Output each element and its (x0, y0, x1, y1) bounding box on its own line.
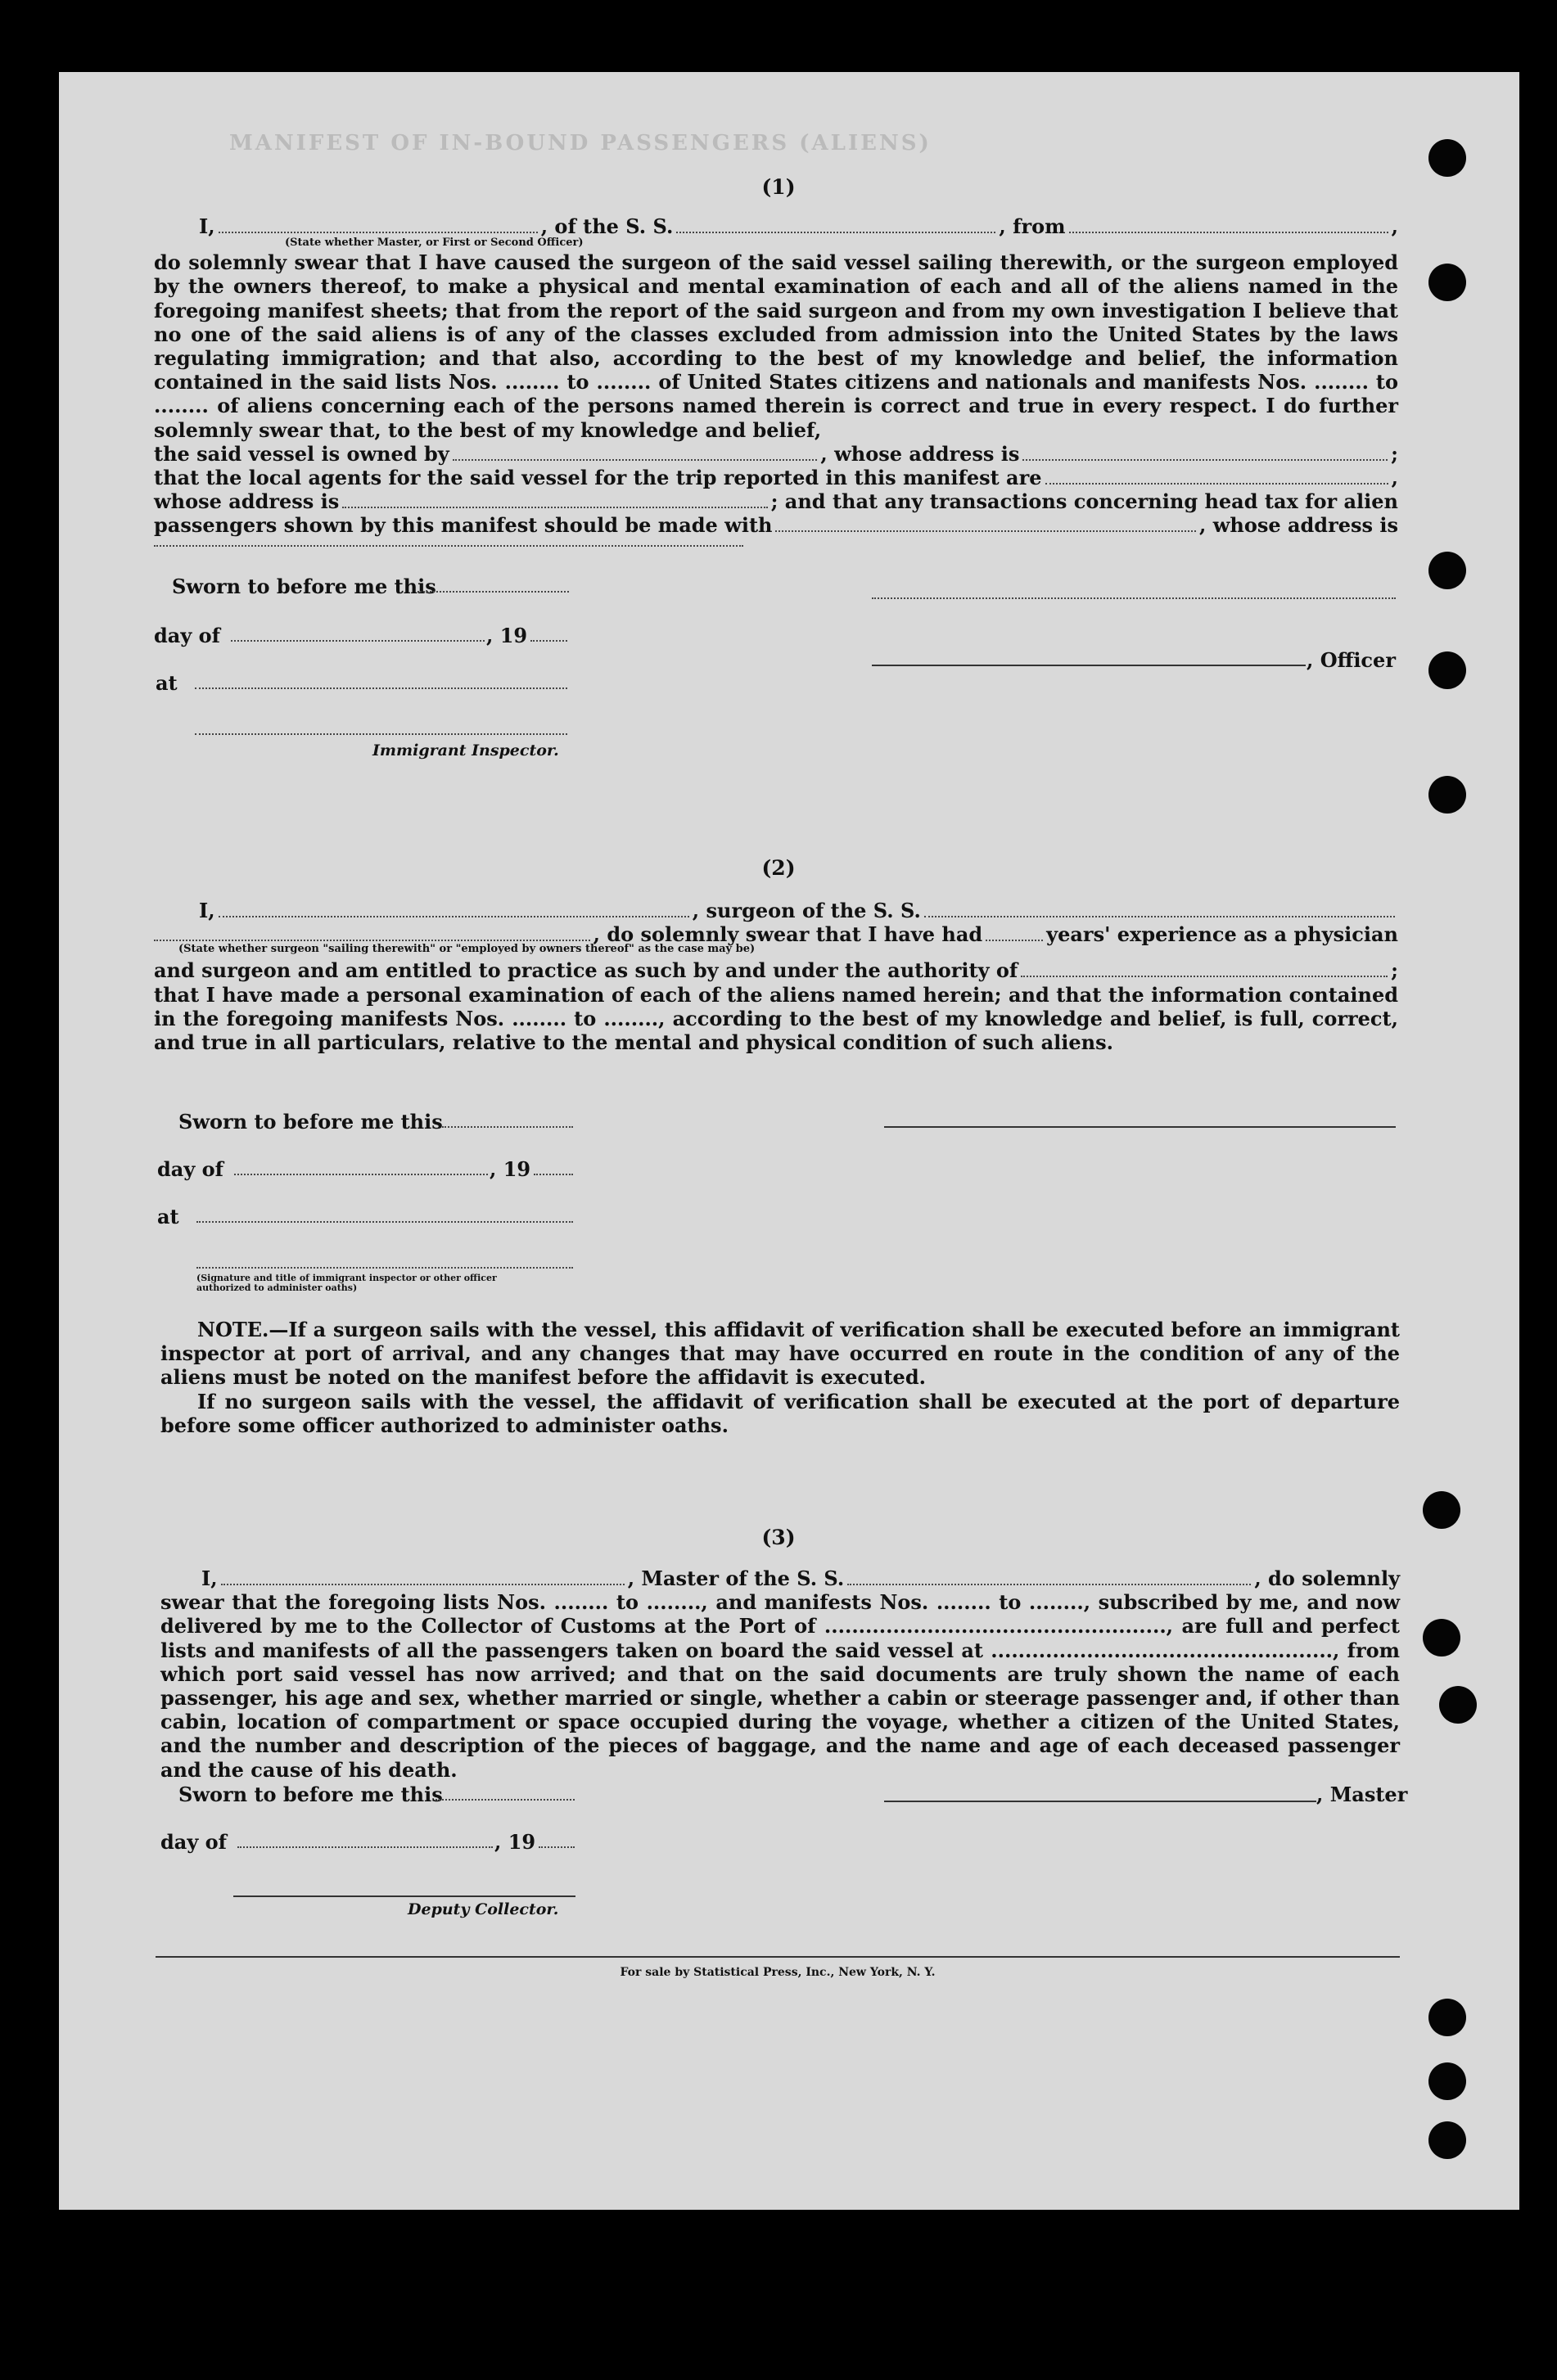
s2-note-paragraph-2: If no surgeon sails with the vessel, the affidavit of verification shall be executed at the port of departure before some officer authorized to administer oaths. (160, 1389, 1400, 1437)
s3-master-of: , Master of the S. S. (627, 1566, 845, 1590)
s2-sworn: Sworn to before me this (178, 1110, 443, 1134)
s2-nineteen: , 19 (490, 1157, 531, 1181)
punch-hole (1423, 1619, 1460, 1657)
punch-hole (1428, 264, 1466, 301)
s2-authority-line (154, 958, 1398, 982)
s1-owner-field[interactable] (453, 448, 818, 461)
s3-vessel-field[interactable] (847, 1572, 1251, 1585)
s1-sworn: Sworn to before me this (172, 575, 436, 598)
s3-master: , Master (1316, 1783, 1408, 1806)
punch-hole (1428, 2062, 1466, 2100)
s2-sworn-field[interactable] (442, 1126, 573, 1128)
section-3 (160, 1526, 1400, 1782)
s2-day-field[interactable] (234, 1174, 488, 1175)
s1-day-of: day of (154, 624, 220, 647)
s2-year-field[interactable] (534, 1174, 573, 1175)
s3-year-field[interactable] (539, 1846, 575, 1848)
s3-sworn-field[interactable] (436, 1799, 575, 1801)
s1-vessel-field[interactable] (676, 220, 995, 233)
footer-printer: For sale by Statistical Press, Inc., New York, N. Y. (156, 1956, 1400, 1979)
s1-agents-field[interactable] (1045, 471, 1388, 485)
s2-signature-note: (Signature and title of immigrant inspector or other officer authorized to administer oaths) (196, 1273, 497, 1293)
section-1 (154, 214, 1398, 538)
s1-comma: , (1391, 466, 1398, 490)
s2-at: at (157, 1205, 179, 1228)
s1-of-ss: , of the S. S. (540, 214, 674, 238)
s2-status-field[interactable] (154, 928, 590, 941)
s2-oath-line (154, 899, 1398, 922)
s1-inspector-signature[interactable] (195, 733, 567, 735)
faded-header: MANIFEST OF IN-BOUND PASSENGERS (ALIENS) (229, 131, 932, 156)
s1-at: at (156, 671, 178, 695)
s3-collector-caption: Deputy Collector. (408, 1900, 559, 1918)
punch-hole (1428, 1999, 1466, 2036)
s1-comma: , (1391, 214, 1398, 238)
s2-surgeon-of: , surgeon of the S. S. (692, 899, 921, 922)
s1-local-agents: that the local agents for the said vessel for the trip reported in this manifest are (154, 466, 1042, 490)
s1-day-field[interactable] (231, 640, 485, 642)
s1-officer: , Officer (1307, 648, 1396, 672)
s3-master-field[interactable] (221, 1572, 625, 1585)
s2-note-label: NOTE. (197, 1318, 269, 1341)
s2-body: that I have made a personal examination of each of the aliens named herein; and that the information contained in the foregoing manifests Nos. ........ to ........, according to the best of my knowledge and belief, is full, correct, and true in all particulars, relative to the mental and physical condition of such aliens. (154, 982, 1398, 1055)
s2-note-text: —If a surgeon sails with the vessel, this affidavit of verification shall be executed before an immigrant inspector at port of arrival, and any changes that may have occurred en route in the condition of any of the aliens must be noted on the manifest before the affidavit is executed. (160, 1318, 1400, 1390)
punch-hole (1428, 2121, 1466, 2159)
s1-from: , from (999, 214, 1066, 238)
punch-hole (1423, 1491, 1460, 1529)
s3-i: I, (201, 1566, 218, 1590)
s1-sworn-field[interactable] (417, 591, 569, 593)
s2-at-field[interactable] (196, 1221, 573, 1223)
punch-hole (1439, 1686, 1477, 1724)
s1-passengers: passengers shown by this manifest should be made with (154, 513, 773, 538)
s1-signature-line-1[interactable] (872, 597, 1396, 599)
s1-nineteen: , 19 (486, 624, 528, 647)
s1-owner-address-field[interactable] (1022, 448, 1388, 461)
s1-semicolon: ; (1391, 441, 1398, 466)
section-2-number: (2) (761, 856, 796, 880)
s1-i: I, (199, 214, 215, 238)
s2-swear: , do solemnly swear that I have had (593, 922, 983, 947)
punch-hole (1428, 776, 1466, 814)
s2-status-note: (State whether surgeon "sailing therewith" or "employed by owners thereof" as the case may be) (178, 943, 756, 956)
s1-year-field[interactable] (530, 640, 567, 642)
s1-owned-line (154, 442, 1398, 466)
s1-signature-line-2[interactable] (872, 665, 1306, 666)
punch-hole (1428, 651, 1466, 689)
s1-at-field[interactable] (195, 687, 567, 689)
s2-years-field[interactable] (986, 928, 1043, 941)
s2-authority-field[interactable] (1021, 964, 1388, 977)
s1-passengers-line (154, 513, 1398, 537)
punch-hole (1428, 139, 1466, 177)
s2-inspector-signature[interactable] (196, 1267, 573, 1269)
s3-day-field[interactable] (237, 1846, 493, 1848)
s2-semicolon: ; (1391, 958, 1398, 983)
s2-years: years' experience as a physician (1046, 922, 1398, 947)
s3-collector-signature[interactable] (233, 1895, 575, 1897)
s2-signature-line[interactable] (884, 1126, 1396, 1128)
s1-agents-line (154, 466, 1398, 489)
s1-head-tax: ; and that any transactions concerning head tax for alien (770, 489, 1398, 514)
s1-whose-address-is: whose address is (154, 489, 340, 514)
s2-note (160, 1318, 1400, 1437)
s1-owned-by: the said vessel is owned by (154, 441, 449, 466)
s2-vessel-field[interactable] (924, 904, 1395, 917)
s3-master-signature[interactable] (884, 1801, 1316, 1802)
section-3-number: (3) (761, 1526, 796, 1549)
s2-day-of: day of (157, 1157, 223, 1181)
section-2 (154, 899, 1398, 1054)
s1-officer-note: (State whether Master, or First or Second Officer) (285, 237, 584, 250)
s1-inspector-caption: Immigrant Inspector. (372, 741, 559, 760)
s3-nineteen: , 19 (494, 1830, 536, 1854)
s1-agent-address-field[interactable] (342, 495, 767, 508)
punch-hole (1428, 552, 1466, 589)
s3-day-of: day of (160, 1830, 227, 1854)
s1-oath-line (154, 214, 1398, 238)
s3-oath-line (160, 1566, 1400, 1590)
s3-sworn: Sworn to before me this (178, 1783, 443, 1806)
s1-from-field[interactable] (1069, 220, 1388, 233)
s2-i: I, (199, 899, 215, 922)
s1-whose-address-end: , whose address is (1199, 513, 1398, 538)
s1-head-tax-field[interactable] (775, 519, 1196, 532)
s1-address-continuation-field[interactable] (154, 545, 743, 547)
s3-do-solemnly: , do solemnly (1254, 1566, 1401, 1590)
s1-agent-address-line (154, 489, 1398, 513)
s2-surgeon-field[interactable] (219, 904, 689, 917)
s2-authority: and surgeon and am entitled to practice as such by and under the authority of (154, 958, 1018, 983)
s2-note-paragraph (160, 1318, 1400, 1390)
s3-body: swear that the foregoing lists Nos. ........ to ........, and manifests Nos. ........ to ........, subscribed by me, and now delivered by me to the Collector of Customs at the Port of .................................................., are full and perfect lists and manifests of all the passengers taken on board the said vessel at .................................................., from which port said vessel has now arrived; and that on the said documents are truly shown the name of each passenger, his age and sex, whether married or single, whether a cabin or steerage passenger and, if other than cabin, location of compartment or space occupied during the voyage, whether a citizen of the United States, and the number and description of the pieces of baggage, and the name and age of each deceased passenger and the cause of his death. (160, 1590, 1400, 1782)
s1-whose-address: , whose address is (820, 441, 1020, 466)
section-1-number: (1) (761, 175, 796, 199)
s1-body: do solemnly swear that I have caused the surgeon of the said vessel sailing therewith, or the surgeon employed by the owners thereof, to make a physical and mental examination of each and all of the aliens named in the foregoing manifest sheets; that from the report of the said surgeon and from my own investigation I believe that no one of the said aliens is of any of the classes excluded from admission into the United States by the laws regulating immigration; and that also, according to the best of my knowledge and belief, the information contained in the said lists Nos. ........ to ........ of United States citizens and nationals and manifests Nos. ........ to ........ of aliens concerning each of the persons named therein is correct and true in every respect. I do further solemnly swear that, to the best of my knowledge and belief, (154, 250, 1398, 442)
s1-officer-field[interactable] (219, 220, 538, 233)
